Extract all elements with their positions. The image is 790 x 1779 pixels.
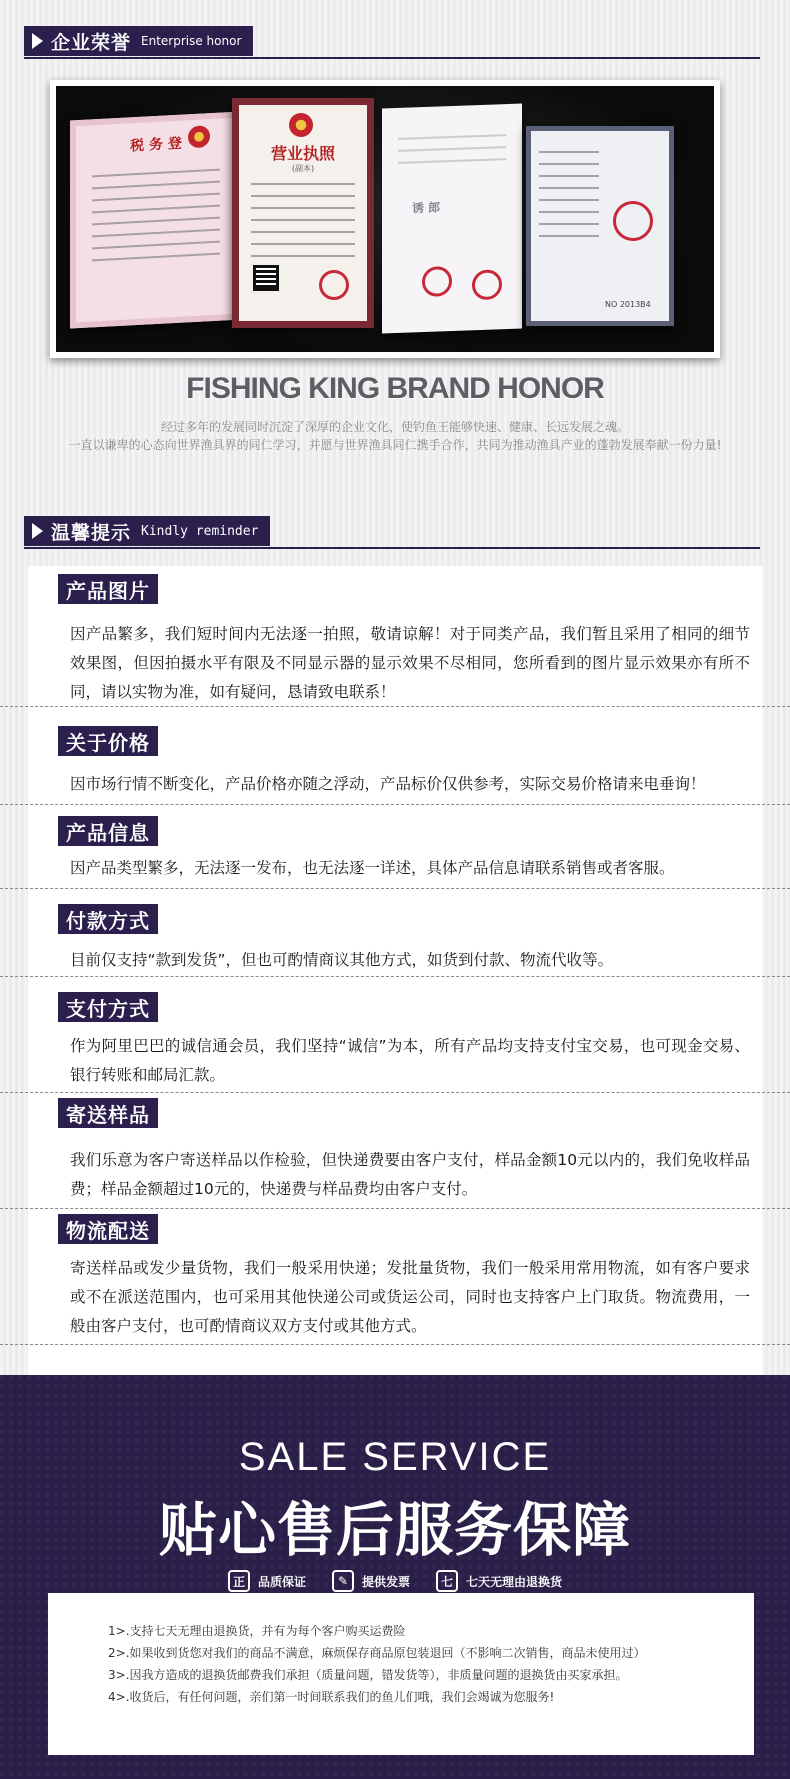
tax-certificate-lines <box>92 169 220 272</box>
reminder-text: 作为阿里巴巴的诚信通会员，我们坚持“诚信”为本，所有产品均支持支付宝交易，也可现金交易、银行转账和邮局汇款。 <box>70 1037 750 1084</box>
reminder-label: 产品信息 <box>58 816 158 846</box>
certificates-image <box>56 86 714 352</box>
service-badges <box>0 1570 790 1592</box>
sale-service-title-cn: 贴心售后服务保障 <box>158 1496 631 1564</box>
reminder-section-header <box>24 516 760 546</box>
tax-certificate <box>70 111 242 328</box>
license-title: 营业执照 <box>270 144 335 163</box>
seven-day-return-icon: 七 <box>436 1570 458 1592</box>
dashed-divider <box>0 1208 790 1209</box>
reminder-text: 因产品繁多，我们短时间内无法逐一拍照，敬请谅解！对于同类产品，我们暂且采用了相同的细节效果图，但因拍摄水平有限及不同显示器的显示效果不尽相同，您所看到的图片显示效果亦有所不同，请以实物为准，如有疑问，恳请致电联系！ <box>70 625 750 701</box>
red-seal-icon <box>613 201 653 241</box>
reminder-label: 关于价格 <box>58 726 158 756</box>
reminder-text: 因市场行情不断变化，产品价格亦随之浮动，产品标价仅供参考，实际交易价格请来电垂询！ <box>70 775 706 793</box>
honor-section-header <box>24 26 760 56</box>
reminder-label: 物流配送 <box>58 1214 158 1244</box>
badge-label: 品质保证 <box>257 1574 306 1589</box>
tax-certificate-title: 税 务 登 <box>130 135 182 155</box>
reminder-title-en: Kindly reminder <box>141 523 259 539</box>
reminder-text: 因产品类型繁多，无法逐一发布，也无法逐一详述，具体产品信息请联系销售或者客服。 <box>70 859 675 877</box>
dashed-divider <box>0 1092 790 1093</box>
invoice-icon: ✎ <box>332 1570 354 1592</box>
red-seal-icon <box>472 269 502 300</box>
badge-label: 提供发票 <box>361 1574 410 1589</box>
org-serial: NO 2013B4 <box>605 300 651 309</box>
reminder-text: 目前仅支持“款到发货”，但也可酌情商议其他方式，如货到付款、物流代收等。 <box>70 951 614 969</box>
brand-honor-title: FISHING KING BRAND HONOR <box>186 372 604 405</box>
brand-desc-line2: 一直以谦卑的心态向世界渔具界的同仁学习，并愿与世界渔具同仁携手合作，共同为推动渔具产业的蓬勃发展奉献一份力量! <box>68 438 722 452</box>
reminder-label: 寄送样品 <box>58 1098 158 1128</box>
license-lines <box>251 183 355 267</box>
reminder-panel <box>28 566 762 1376</box>
notice-line: 1>.支持七天无理由退换货，并有为每个客户购买运费险 <box>108 1624 406 1638</box>
reminder-label: 产品图片 <box>58 574 158 604</box>
header-rule <box>24 547 760 549</box>
reminder-title-cn: 温馨提示 <box>51 521 132 544</box>
brand-logo: 诱 郎 <box>412 200 441 216</box>
notice-line: 4>.收货后，有任何问题，亲们第一时间联系我们的鱼儿们哦，我们会竭诚为您服务! <box>108 1690 555 1704</box>
brand-certificate <box>382 104 522 334</box>
license-subtitle: (副本) <box>291 164 315 173</box>
header-rule <box>24 57 760 59</box>
dashed-divider <box>0 804 790 805</box>
sale-service-section <box>0 1375 790 1779</box>
honor-header-tag <box>24 26 253 56</box>
red-seal-icon <box>319 270 349 300</box>
dashed-divider <box>0 888 790 889</box>
org-lines <box>539 151 599 247</box>
notice-line: 2>.如果收到货您对我们的商品不满意，麻烦保存商品原包装退回（不影响二次销售，商品未使用过） <box>108 1646 646 1660</box>
badge-label: 七天无理由退换货 <box>466 1574 563 1589</box>
reminder-header-tag <box>24 516 270 546</box>
business-license <box>232 98 374 328</box>
badge-return <box>436 1570 562 1592</box>
qr-code-icon <box>253 265 279 291</box>
badge-quality <box>228 1570 306 1592</box>
sale-service-title-en: SALE SERVICE <box>238 1435 552 1479</box>
honor-title-cn: 企业荣誉 <box>51 31 132 54</box>
notice-line: 3>.因我方造成的退换货邮费我们承担（质量问题，错发货等），非质量问题的退换货由买家承担。 <box>108 1668 628 1682</box>
dashed-divider <box>0 706 790 707</box>
reminder-label: 支付方式 <box>58 992 158 1022</box>
reminder-label: 付款方式 <box>58 904 158 934</box>
dashed-divider <box>0 976 790 977</box>
dashed-divider <box>0 1344 790 1345</box>
honor-title-en: Enterprise honor <box>141 34 242 48</box>
brand-desc-line1: 经过多年的发展同时沉淀了深厚的企业文化，使钓鱼王能够快速、健康、长远发展之魂。 <box>160 420 629 434</box>
quality-icon: 正 <box>228 1570 250 1592</box>
brand-lines <box>398 134 506 174</box>
triangle-icon <box>32 523 43 539</box>
red-seal-icon <box>422 266 452 297</box>
service-notice-box <box>48 1593 754 1755</box>
organization-code-certificate <box>526 126 674 326</box>
reminder-text: 我们乐意为客户寄送样品以作检验，但快递费要由客户支付，样品金额10元以内的，我们免收样品费；样品金额超过10元的，快递费与样品费均由客户支付。 <box>70 1151 750 1198</box>
badge-invoice <box>332 1570 410 1592</box>
certificates-photo <box>50 80 720 358</box>
emblem-icon <box>289 113 313 137</box>
triangle-icon <box>32 33 43 49</box>
reminder-text: 寄送样品或发少量货物，我们一般采用快递；发批量货物，我们一般采用常用物流，如有客户要求或不在派送范围内，也可采用其他快递公司或货运公司，同时也支持客户上门取货。物流费用，一般由客户支付，也可酌情商议双方支付或其他方式。 <box>70 1259 750 1335</box>
